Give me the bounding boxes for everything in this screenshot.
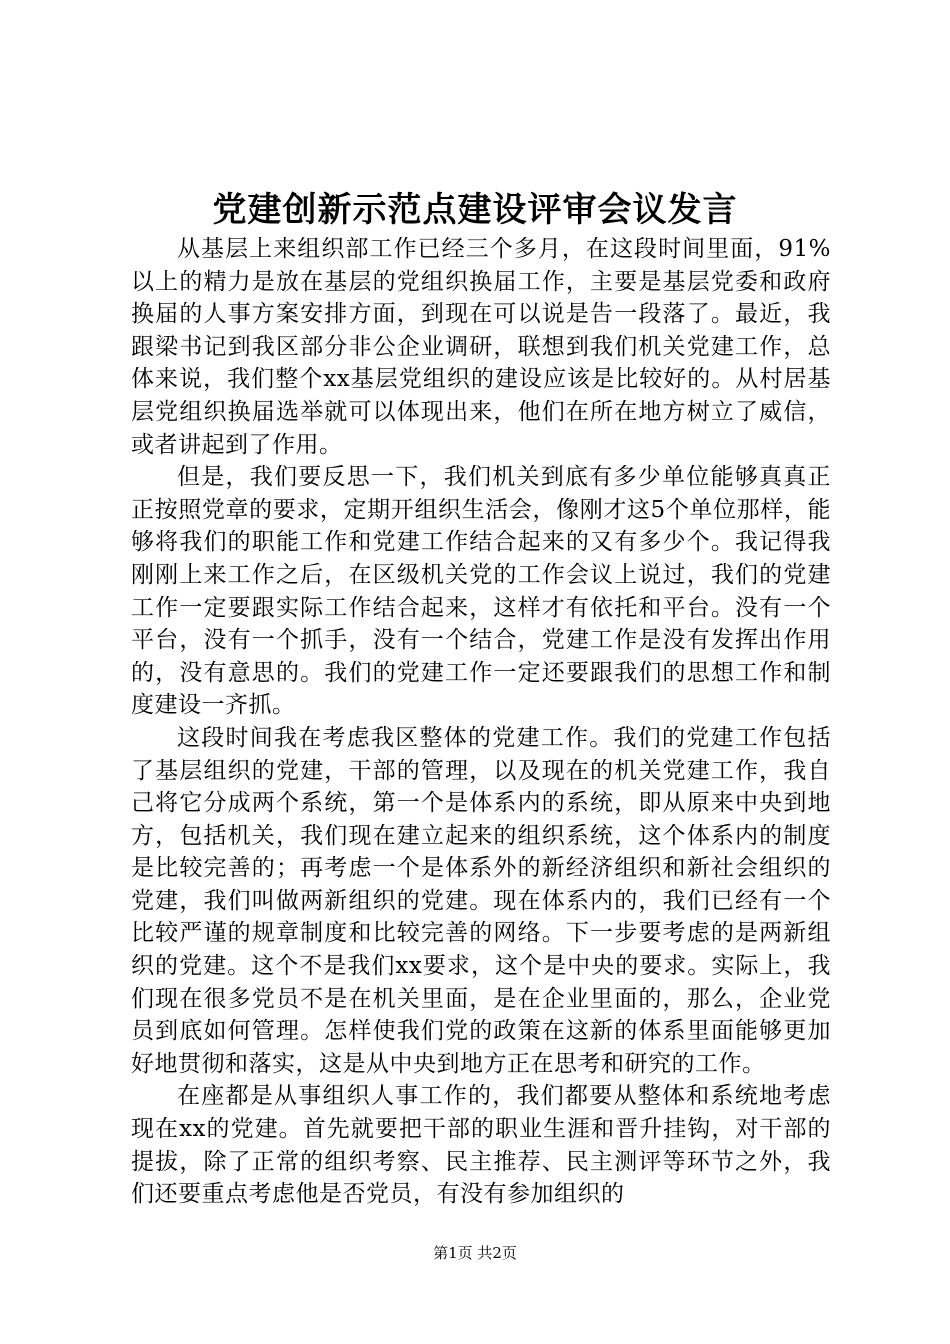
document-body xyxy=(131,233,831,1211)
document-title: 党建创新示范点建设评审会议发言 xyxy=(212,190,738,230)
paragraph-1: 从基层上来组织部工作已经三个多月，在这段时间里面，91%以上的精力是放在基层的党组织换届工作，主要是基层党委和政府换届的人事方案安排方面，到现在可以说是告一段落了。最近，我跟梁书记到我区部分非公企业调研，联想到我们机关党建工作，总体来说，我们整个xx基层党组织的建设应该是比较好的。从村居基层党组织换届选举就可以体现出来，他们在所在地方树立了威信，或者讲起到了作用。 xyxy=(131,236,831,458)
page-number-footer: 第1页 共2页 xyxy=(433,1244,517,1262)
paragraph-2: 但是，我们要反思一下，我们机关到底有多少单位能够真真正正按照党章的要求，定期开组织生活会，像刚才这5个单位那样，能够将我们的职能工作和党建工作结合起来的又有多少个。我记得我刚刚上来工作之后，在区级机关党的工作会议上说过，我们的党建工作一定要跟实际工作结合起来，这样才有依托和平台。没有一个平台，没有一个抓手，没有一个结合，党建工作是没有发挥出作用的，没有意思的。我们的党建工作一定还要跟我们的思想工作和制度建设一齐抓。 xyxy=(131,464,831,719)
paragraph-4: 在座都是从事组织人事工作的，我们都要从整体和系统地考虑现在xx的党建。首先就要把干部的职业生涯和晋升挂钩，对干部的提拔，除了正常的组织考察、民主推荐、民主测评等环节之外，我们还要重点考虑他是否党员，有没有参加组织的 xyxy=(131,1083,831,1208)
paragraph-3: 这段时间我在考虑我区整体的党建工作。我们的党建工作包括了基层组织的党建，干部的管理，以及现在的机关党建工作，我自己将它分成两个系统，第一个是体系内的系统，即从原来中央到地方，包括机关，我们现在建立起来的组织系统，这个体系内的制度是比较完善的；再考虑一个是体系外的新经济组织和新社会组织的党建，我们叫做两新组织的党建。现在体系内的，我们已经有一个比较严谨的规章制度和比较完善的网络。下一步要考虑的是两新组织的党建。这个不是我们xx要求，这个是中央的要求。实际上，我们现在很多党员不是在机关里面，是在企业里面的，那么，企业党员到底如何管理。怎样使我们党的政策在这新的体系里面能够更加好地贯彻和落实，这是从中央到地方正在思考和研究的工作。 xyxy=(131,724,831,1077)
